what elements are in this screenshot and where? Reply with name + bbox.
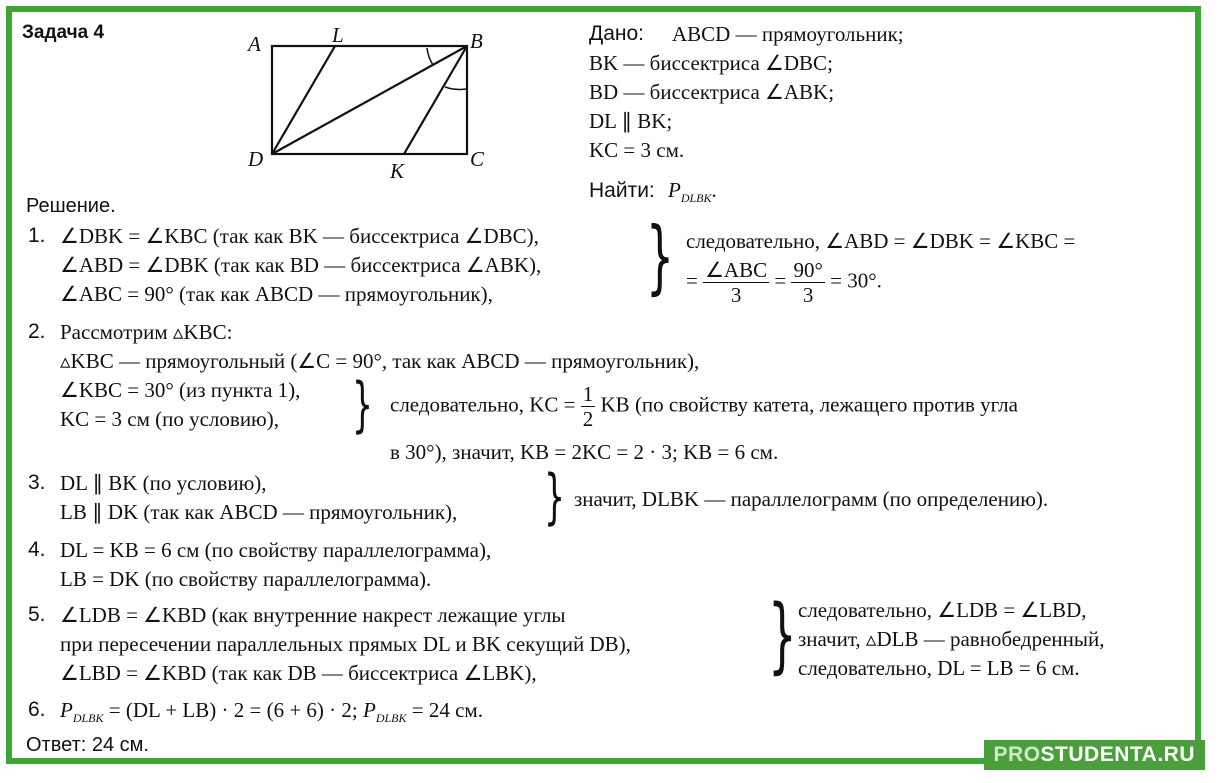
watermark-rest: STUDENTA.RU — [1040, 743, 1195, 766]
step1-eq-start: = — [686, 268, 698, 293]
step5-line-2: при пересечении параллельных прямых DL и BK секущий DB), — [60, 632, 631, 656]
step1-equation — [686, 258, 882, 307]
step2-conclusion-b: KB (по свойству катета, лежащего против угла — [600, 392, 1018, 417]
step1-number: 1. — [28, 224, 46, 247]
step5-line-1: ∠LDB = ∠KBD (как внутренние накрест лежащие углы — [60, 603, 566, 627]
label-k: K — [390, 159, 405, 183]
label-d: D — [248, 147, 264, 171]
step5-brace: } — [768, 588, 797, 683]
step3-line-1: DL ∥ BK (по условию), — [60, 471, 267, 495]
step6-end: = 24 см. — [406, 698, 483, 722]
step2-line-2: ▵KBC — прямоугольный (∠C = 90°, так как ABCD — прямоугольник), — [60, 349, 700, 373]
step6-line — [60, 698, 483, 726]
step5-conclusion-2: значит, ▵DLB — равнобедренный, — [798, 627, 1105, 651]
step4-line-2: LB = DK (по свойству параллелограмма). — [60, 567, 432, 591]
given-line-2: BK — биссектриса ∠DBC; — [589, 51, 833, 75]
angle-arc-2 — [445, 87, 466, 89]
watermark-pro: PRO — [993, 743, 1041, 766]
given-line-1: ABCD — прямоугольник; — [672, 22, 904, 46]
step4-line-1: DL = KB = 6 см (по свойству параллелограмма), — [60, 538, 492, 562]
step3-number: 3. — [28, 471, 46, 494]
step1-line-2: ∠ABD = ∠DBK (так как BD — биссектриса ∠ABK), — [60, 253, 542, 277]
step2-line-1: Рассмотрим ▵KBC: — [60, 320, 233, 344]
step1-frac1-bot: 3 — [730, 283, 742, 307]
step6-sub1: DLBK — [72, 711, 104, 726]
step3-line-2: LB ∥ DK (так как ABCD — прямоугольник), — [60, 500, 458, 524]
solution-label: Решение. — [26, 195, 116, 217]
diagonal-bd — [272, 46, 467, 154]
step1-eq-end: = 30°. — [830, 268, 882, 293]
answer-line: Ответ: 24 см. — [26, 734, 149, 756]
watermark-logo — [984, 740, 1205, 770]
given-label: Дано: — [589, 22, 645, 45]
step1-conclusion: следовательно, ∠ABD = ∠DBK = ∠KBC = — [686, 229, 1076, 253]
step1-frac1-top: ∠ABC — [705, 258, 768, 282]
find-row — [589, 178, 717, 206]
step2-conclusion-c: в 30°), значит, KB = 2KC = 2 · 3; KB = 6 см. — [390, 440, 779, 464]
step6-sub2: DLBK — [375, 711, 407, 726]
label-b: B — [470, 29, 483, 53]
step5-conclusion-3: следовательно, DL = LB = 6 см. — [798, 656, 1080, 680]
angle-arc-1 — [427, 48, 433, 65]
given-line-4: DL ∥ BK; — [589, 109, 673, 133]
find-value: P — [668, 178, 681, 202]
step3-conclusion: значит, DLBK — параллелограмм (по определению). — [574, 487, 1049, 511]
step3-brace: } — [544, 462, 566, 532]
step1-line-3: ∠ABC = 90° (так как ABCD — прямоугольник), — [60, 282, 493, 306]
rectangle-figure — [240, 24, 500, 184]
step2-conclusion-row — [390, 382, 1018, 431]
step1-fraction-1 — [703, 258, 769, 307]
step2-fraction — [581, 382, 596, 431]
step2-frac-top: 1 — [582, 382, 594, 406]
find-label: Найти: — [589, 179, 655, 202]
step4-number: 4. — [28, 538, 46, 561]
step2-line-3: ∠KBC = 30° (из пункта 1), — [60, 378, 301, 402]
step6-p1: P — [60, 698, 73, 722]
step1-fraction-2 — [791, 258, 824, 307]
label-a: A — [248, 32, 261, 56]
task-title: Задача 4 — [22, 22, 105, 43]
step6-mid: = (DL + LB) · 2 = (6 + 6) · 2; — [103, 698, 363, 722]
find-sub: DLBK — [680, 191, 712, 206]
step2-brace: } — [352, 370, 374, 440]
step1-frac2-top: 90° — [793, 258, 823, 282]
given-line-3: BD — биссектриса ∠ABK; — [589, 80, 835, 104]
step1-eq-mid: = — [774, 268, 787, 293]
step2-frac-bot: 2 — [582, 407, 594, 431]
step5-conclusion-1: следовательно, ∠LDB = ∠LBD, — [798, 598, 1087, 622]
find-dot: . — [711, 178, 717, 202]
step1-brace: } — [646, 210, 674, 303]
step5-number: 5. — [28, 603, 46, 626]
step2-number: 2. — [28, 320, 46, 343]
step6-p2: P — [362, 698, 376, 722]
given-line-5: KC = 3 см. — [589, 138, 685, 162]
label-c: C — [470, 147, 485, 171]
label-l: L — [332, 24, 344, 47]
step2-conclusion-a: следовательно, KC = — [390, 392, 576, 417]
step2-line-4: KC = 3 см (по условию), — [60, 407, 279, 431]
step6-number: 6. — [28, 698, 46, 721]
step1-frac2-bot: 3 — [802, 283, 814, 307]
step5-line-3: ∠LBD = ∠KBD (так как DB — биссектриса ∠LBK), — [60, 661, 537, 685]
step1-line-1: ∠DBK = ∠KBC (так как BK — биссектриса ∠DBC), — [60, 224, 539, 248]
